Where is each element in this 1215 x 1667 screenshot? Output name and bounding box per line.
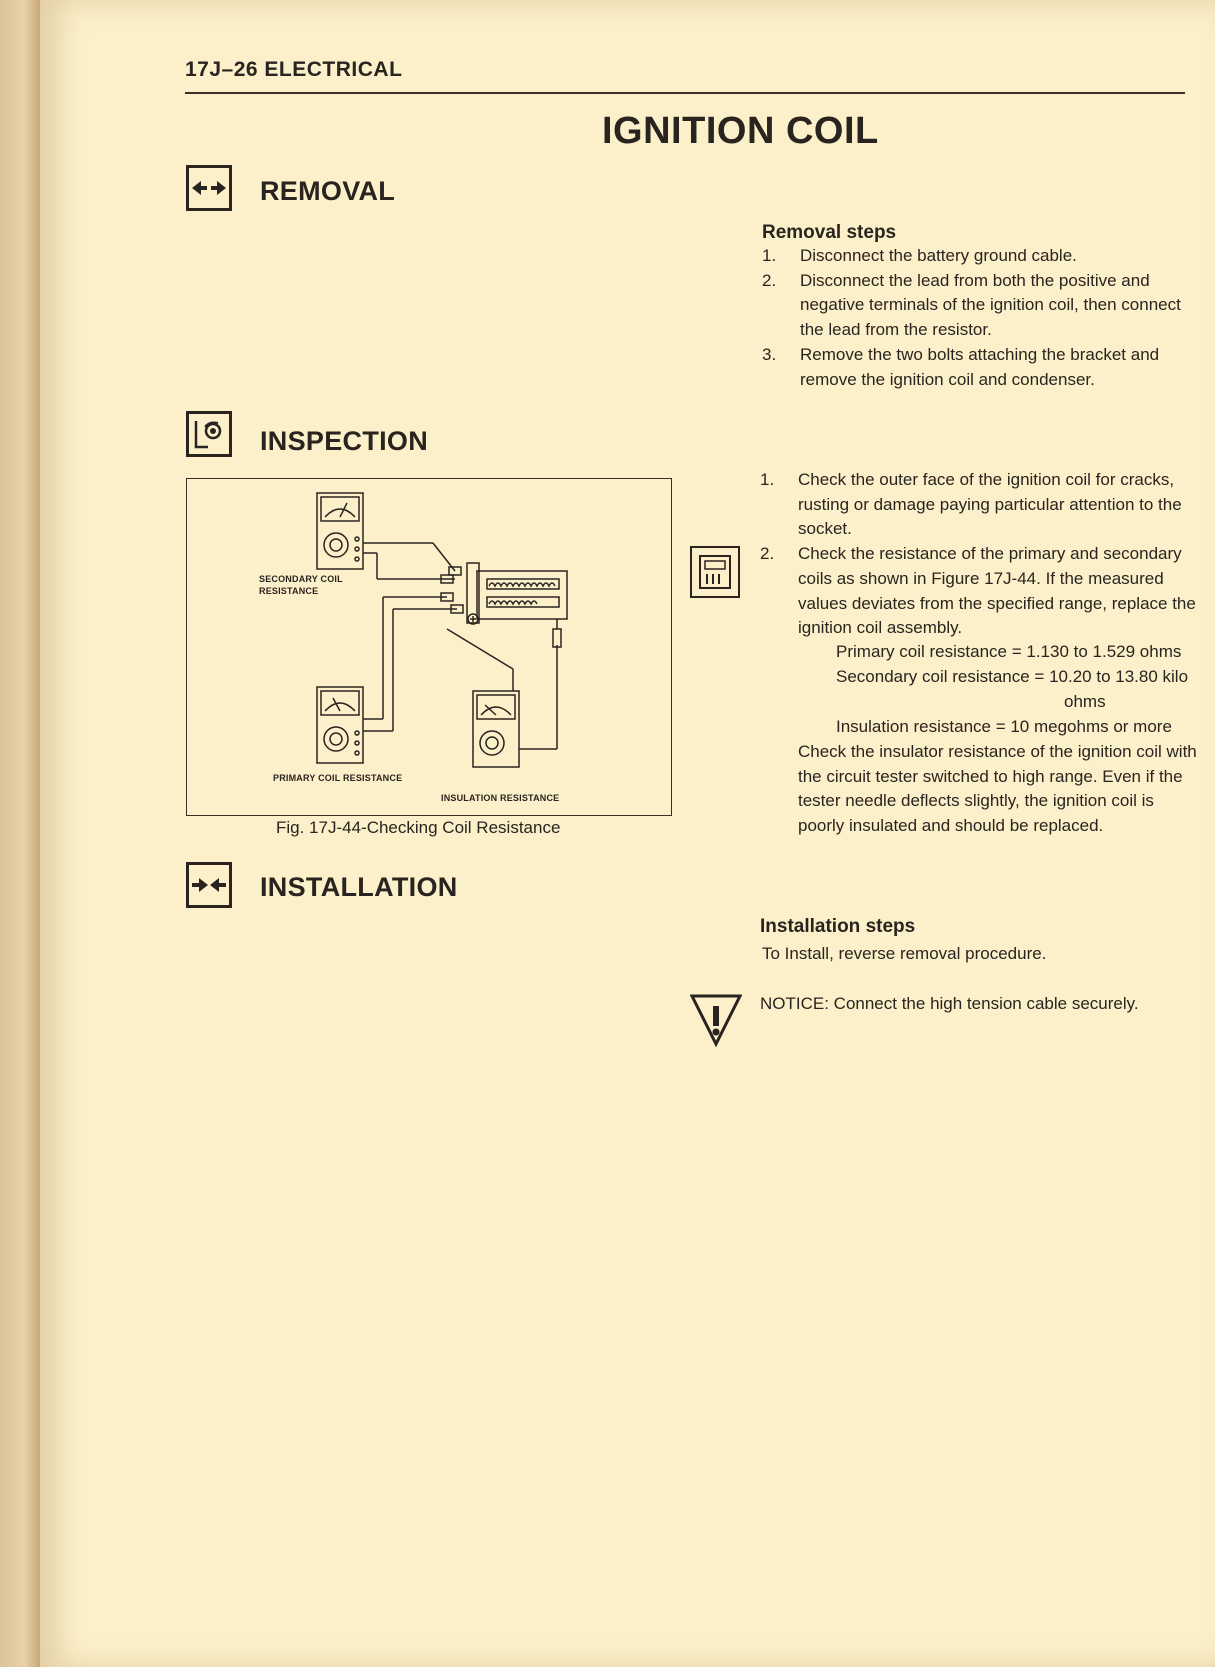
secondary-label-line1: SECONDARY COIL	[259, 574, 343, 584]
installation-steps-heading: Installation steps	[760, 916, 916, 937]
installation-heading: INSTALLATION	[260, 872, 458, 902]
secondary-spec-unit: ohms	[1064, 692, 1106, 711]
inspection-magnifier-icon	[186, 411, 232, 457]
secondary-spec: Secondary coil resistance = 10.20 to 13.80 kilo	[836, 667, 1189, 686]
page-header: 17J–26 ELECTRICAL	[185, 58, 403, 81]
list-item: 2. Check the resistance of the primary and secondary coils as shown in Figure 17J-44. If the measured values deviates from the specified range, replace the ignition coil assembly.	[760, 544, 1196, 638]
secondary-label-line2: RESISTANCE	[259, 586, 319, 596]
installation-arrows-icon	[186, 862, 232, 908]
list-item: 1. Disconnect the battery ground cable.	[762, 246, 1077, 265]
removal-steps-list	[762, 244, 1202, 392]
list-item: 1. Check the outer face of the ignition coil for cracks, rusting or damage paying particular attention to the socket.	[760, 470, 1182, 539]
header-rule	[185, 92, 1185, 94]
list-item: 3. Remove the two bolts attaching the bracket and remove the ignition coil and condenser.	[762, 344, 1160, 389]
removal-steps-heading: Removal steps	[762, 222, 897, 243]
figure-caption: Fig. 17J-44-Checking Coil Resistance	[276, 818, 561, 837]
insulation-spec: Insulation resistance = 10 megohms or more	[836, 717, 1172, 736]
removal-heading: REMOVAL	[260, 176, 396, 206]
list-item: 2. Disconnect the lead from both the positive and negative terminals of the ignition coil, then connect the lead from the resistor.	[762, 270, 1181, 340]
installation-text: To Install, reverse removal procedure.	[762, 944, 1047, 963]
removal-arrows-icon	[186, 165, 232, 211]
page-title: IGNITION COIL	[602, 110, 879, 152]
coil-diagram	[187, 479, 671, 815]
measure-icon	[690, 546, 740, 598]
insulator-note: Check the insulator resistance of the ignition coil with the circuit tester switched to high range. Even if the tester needle deflects slightly, the ignition coil is poorly insulated and should be replaced.	[798, 742, 1197, 836]
book-binding-edge	[0, 0, 40, 1667]
coil-resistance-figure	[186, 478, 672, 816]
warning-triangle-icon	[690, 994, 742, 1053]
primary-label: PRIMARY COIL RESISTANCE	[273, 773, 403, 783]
insulation-label: INSULATION RESISTANCE	[441, 793, 560, 803]
inspection-heading: INSPECTION	[260, 426, 429, 456]
primary-spec: Primary coil resistance = 1.130 to 1.529 ohms	[836, 642, 1182, 661]
notice-text: NOTICE: Connect the high tension cable securely.	[760, 994, 1139, 1013]
inspection-steps-list	[760, 468, 1200, 641]
